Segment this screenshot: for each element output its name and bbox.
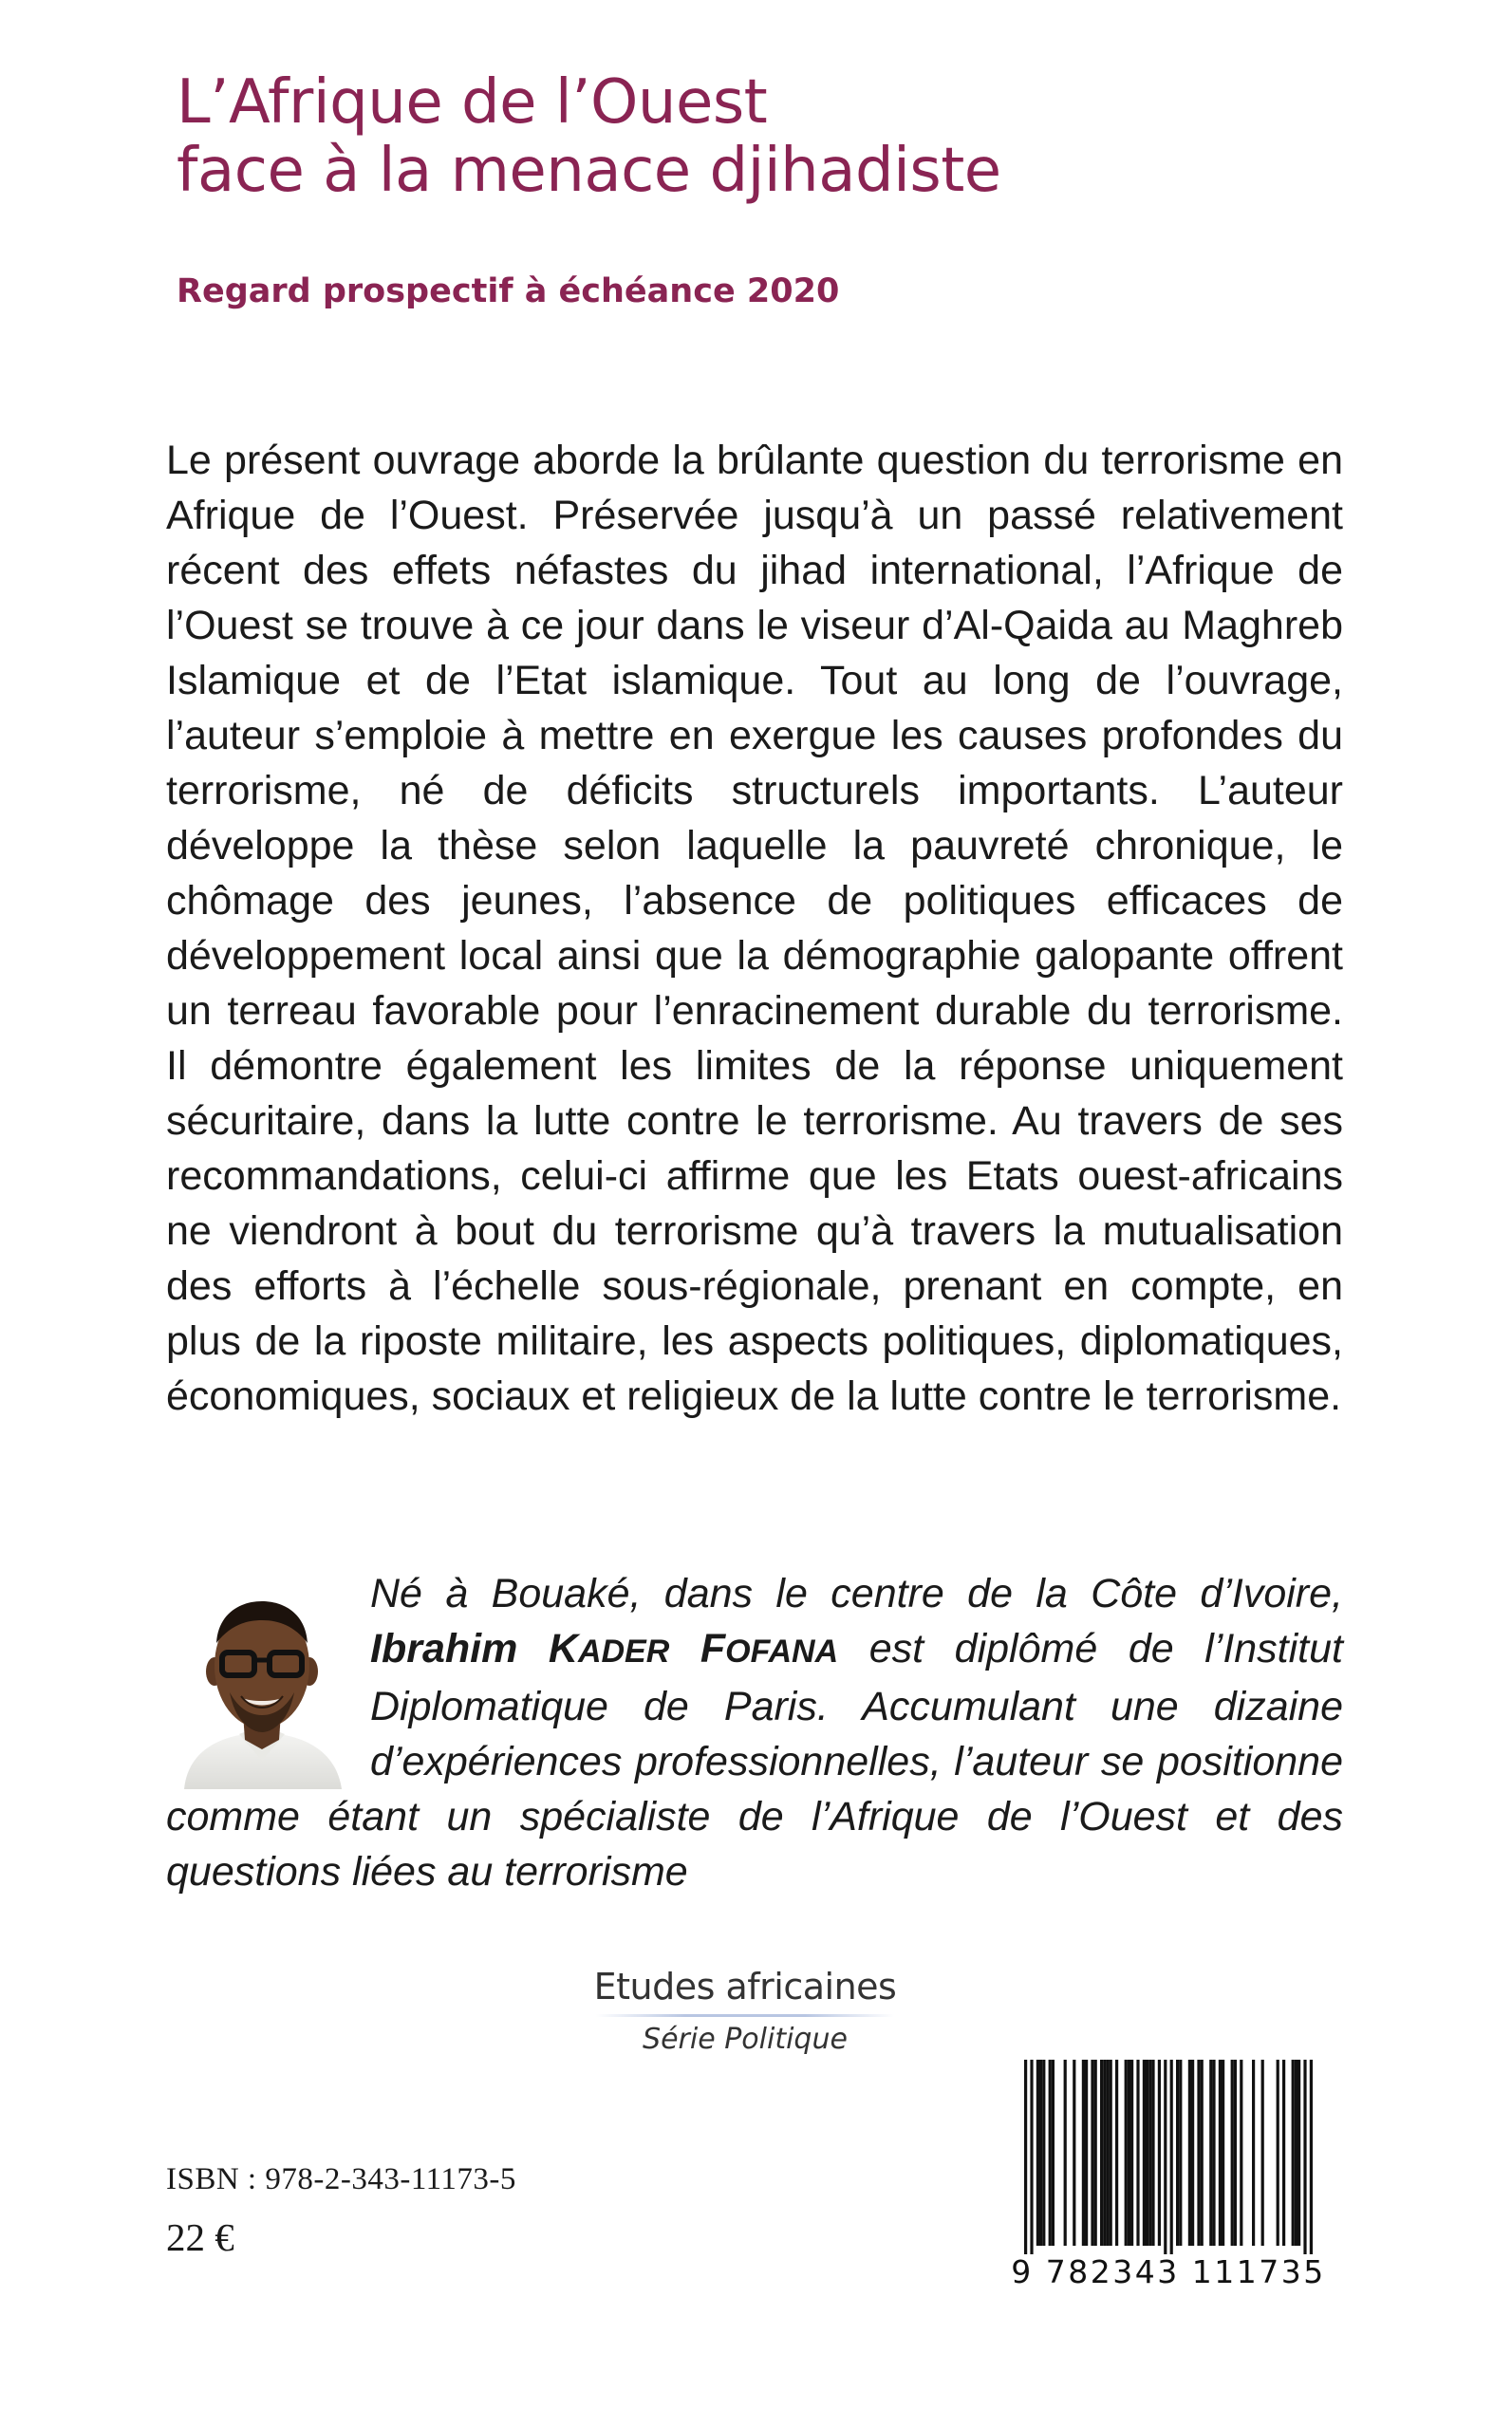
barcode-bar — [1049, 2060, 1052, 2246]
author-bio-intro: Né à Bouaké, dans le centre de la Côte d’Ivoire, — [370, 1571, 1343, 1616]
author-name-mid-initial: K — [548, 1626, 578, 1671]
barcode-bar — [1201, 2060, 1204, 2246]
author-name — [370, 1626, 838, 1671]
barcode-bar — [1128, 2060, 1130, 2246]
series-subtitle: Série Politique — [643, 2023, 848, 2056]
barcode-bar — [1310, 2060, 1313, 2254]
book-subtitle: Regard prospectif à échéance 2020 — [177, 272, 840, 310]
book-title-line-1: L’Afrique de l’Ouest — [177, 67, 768, 138]
barcode-bar — [1170, 2060, 1173, 2254]
isbn: ISBN : 978-2-343-11173-5 — [166, 2162, 516, 2196]
barcode-bar — [1052, 2060, 1055, 2246]
barcode-bar — [1234, 2060, 1237, 2246]
barcode-bar — [1094, 2060, 1097, 2246]
author-name-mid-rest: ADER — [577, 1634, 670, 1670]
barcode-bar — [1176, 2060, 1179, 2246]
barcode-bar — [1039, 2060, 1042, 2246]
barcode-bar — [1136, 2060, 1139, 2246]
barcode-bar — [1064, 2060, 1067, 2246]
barcode-bar — [1151, 2060, 1154, 2246]
barcode-bar — [1125, 2060, 1128, 2246]
book-title-line-2: face à la menace djihadiste — [177, 136, 1001, 206]
barcode-bar — [1110, 2060, 1112, 2246]
barcode-bar — [1115, 2060, 1118, 2246]
barcode-bar — [1036, 2060, 1039, 2246]
price: 22 € — [166, 2215, 234, 2259]
barcode-bar — [1085, 2060, 1088, 2246]
barcode-bar — [1030, 2060, 1033, 2254]
series-block — [588, 1965, 902, 2059]
barcode-bar — [1091, 2060, 1093, 2246]
series-divider — [596, 2014, 894, 2017]
barcode-bar — [1197, 2060, 1200, 2246]
barcode-bar — [1130, 2060, 1133, 2246]
barcode-bar — [1277, 2060, 1279, 2246]
barcode-bar — [1100, 2060, 1103, 2246]
barcode-bar — [1082, 2060, 1085, 2246]
barcode-bars — [1006, 2060, 1331, 2254]
book-summary: Le présent ouvrage aborde la brûlante question du terrorisme en Afrique de l’Ouest. Préservée jusqu’à un passé relativement récent des effets néfastes du jihad international, l’Afrique de l’Ouest se trouve à ce jour dans le viseur d’Al-Qaida au Maghreb Islamique et de l’Etat islamique. Tout au long de l’ouvrage, l’auteur s’emploie à mettre en exergue les causes profondes du terrorisme, né de déficits structurels importants. L’auteur développe la thèse selon laquelle la pauvreté chronique, le chômage des jeunes, l’absence de politiques efficaces de développement local ainsi que la démographie galopante offrent un terreau favorable pour l’enracinement durable du terrorisme. Il démontre également les limites de la réponse uniquement sécuritaire, dans la lutte contre le terrorisme. Au travers de ses recommandations, celui-ci affirme que les Etats ouest-africains ne viendront à bout du terrorisme qu’à travers la mutualisation des efforts à l’échelle sous-régionale, prenant en compte, en plus de la riposte militaire, les aspects politiques, diplomatiques, économiques, sociaux et religieux de la lutte contre le terrorisme. — [166, 438, 1343, 1419]
barcode-bar — [1073, 2060, 1075, 2246]
barcode-bar — [1252, 2060, 1255, 2246]
barcode-bar — [1024, 2060, 1027, 2254]
barcode-bar — [1231, 2060, 1234, 2246]
barcode-bar — [1148, 2060, 1151, 2246]
author-bio — [166, 1566, 1343, 1899]
barcode-bar — [1282, 2060, 1285, 2246]
series-name: Etudes africaines — [593, 1966, 897, 2008]
barcode-digits: 9 782343 111735 — [1011, 2253, 1326, 2290]
author-bio-rest: est diplômé de l’Institut Diplomatique de Paris. Accumulant une dizaine d’expériences professionnelles, l’auteur se positionne comme étant un spécialiste de l’Afrique de l’Ouest et des questions liées au terrorisme — [166, 1626, 1343, 1895]
barcode-bar — [1222, 2060, 1224, 2246]
barcode-bar — [1212, 2060, 1215, 2246]
barcode-bar — [1143, 2060, 1146, 2246]
barcode-bar — [1188, 2060, 1191, 2246]
barcode-bar — [1240, 2060, 1242, 2246]
barcode-bar — [1219, 2060, 1222, 2246]
author-name-last-rest: OFANA — [725, 1634, 839, 1670]
barcode-bar — [1297, 2060, 1300, 2246]
barcode-bar — [1103, 2060, 1106, 2246]
author-name-last-initial: F — [700, 1626, 726, 1671]
author-name-first: Ibrahim — [370, 1626, 518, 1671]
barcode-bar — [1295, 2060, 1297, 2246]
barcode-bar — [1191, 2060, 1194, 2246]
barcode-bar — [1164, 2060, 1167, 2254]
barcode-bar — [1146, 2060, 1148, 2246]
barcode-bar — [1042, 2060, 1045, 2246]
barcode-bar — [1292, 2060, 1295, 2246]
barcode-bar — [1179, 2060, 1182, 2246]
barcode-bar — [1303, 2060, 1306, 2254]
barcode-bar — [1106, 2060, 1109, 2246]
barcode — [1006, 2060, 1331, 2291]
book-title — [177, 68, 1001, 205]
barcode-bar — [1261, 2060, 1264, 2246]
barcode-bar — [1158, 2060, 1161, 2246]
barcode-bar — [1209, 2060, 1212, 2246]
photo-spacer — [166, 1566, 370, 1775]
